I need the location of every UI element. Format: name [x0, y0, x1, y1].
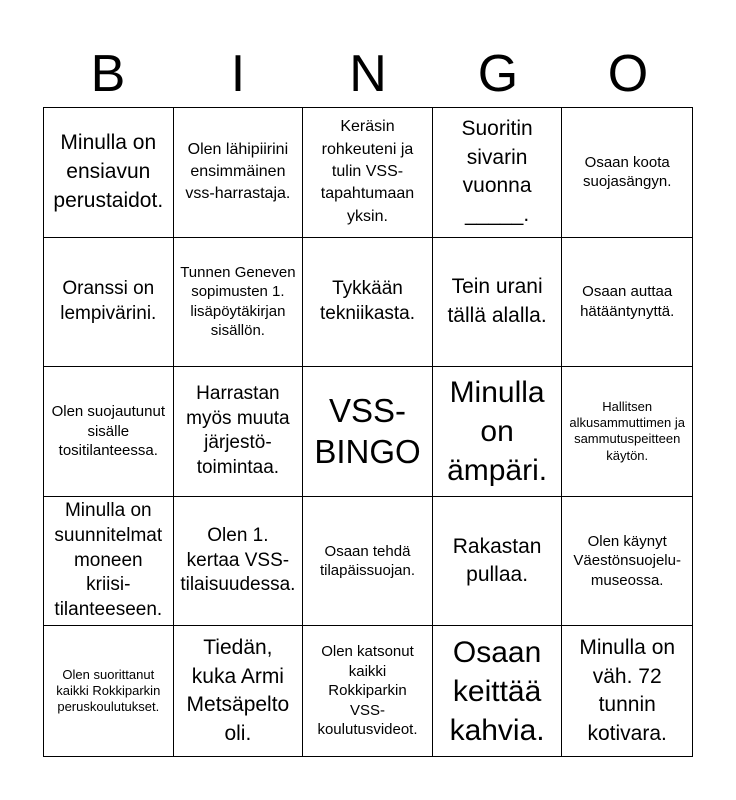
- bingo-header: [43, 40, 693, 108]
- header-letter-i: I: [230, 45, 246, 103]
- bingo-cell[interactable]: Tykkään tekniikasta.: [303, 238, 433, 368]
- bingo-cell[interactable]: Osaan tehdä tilapäissuojan.: [303, 497, 433, 627]
- bingo-cell[interactable]: Keräsin rohkeuteni ja tulin VSS-tapahtumaan yksin.: [303, 108, 433, 238]
- bingo-free-cell[interactable]: VSS-BINGO: [303, 367, 433, 497]
- bingo-cell[interactable]: Olen katsonut kaikki Rokkiparkin VSS-koulutusvideot.: [303, 626, 433, 756]
- bingo-cell[interactable]: Minulla on väh. 72 tunnin kotivara.: [579, 636, 676, 745]
- header-letter-o: O: [607, 45, 649, 103]
- bingo-cell[interactable]: Tunnen Geneven sopimusten 1. lisäpöytäkirjan sisällön.: [174, 238, 304, 368]
- bingo-cell[interactable]: Olen suorittanut kaikki Rokkiparkin peruskoulutukset.: [44, 626, 174, 756]
- bingo-cell[interactable]: Olen lähipiirini ensimmäinen vss-harrastaja.: [174, 108, 304, 238]
- bingo-cell[interactable]: Olen 1. kertaa VSS-tilaisuudessa.: [174, 497, 304, 627]
- bingo-cell[interactable]: Oranssi on lempivärini.: [44, 238, 174, 368]
- bingo-cell[interactable]: Olen suojautunut sisälle tositilanteessa.: [44, 367, 174, 497]
- bingo-cell[interactable]: Tein urani tällä alalla.: [433, 238, 563, 368]
- bingo-cell[interactable]: Olen käynyt Väestönsuojelu-museossa.: [562, 497, 692, 627]
- bingo-cell[interactable]: Minulla on ensiavun perustaidot.: [44, 108, 174, 238]
- bingo-cell[interactable]: Minulla on ämpäri.: [433, 367, 563, 497]
- bingo-cell[interactable]: Minulla on suunnitelmat moneen kriisi-tilanteeseen.: [44, 497, 174, 627]
- bingo-cell[interactable]: Rakastan pullaa.: [433, 497, 563, 627]
- bingo-cell[interactable]: Osaan keittää kahvia.: [433, 626, 563, 756]
- bingo-cell[interactable]: Hallitsen alkusammuttimen ja sammutuspeitteen käytön.: [562, 367, 692, 497]
- bingo-cell[interactable]: Osaan auttaa hätääntynyttä.: [562, 238, 692, 368]
- bingo-cell[interactable]: Suoritin sivarin vuonna _____.: [433, 108, 563, 238]
- header-letter-n: N: [349, 45, 387, 103]
- bingo-cell[interactable]: Osaan koota suojasängyn.: [562, 108, 692, 238]
- bingo-cell[interactable]: Tiedän, kuka Armi Metsäpelto oli.: [174, 626, 304, 756]
- header-letter-b: B: [90, 45, 126, 103]
- bingo-board: [43, 107, 693, 757]
- bingo-cell[interactable]: Harrastan myös muuta järjestö-toimintaa.: [174, 367, 304, 497]
- header-letter-g: G: [477, 45, 519, 103]
